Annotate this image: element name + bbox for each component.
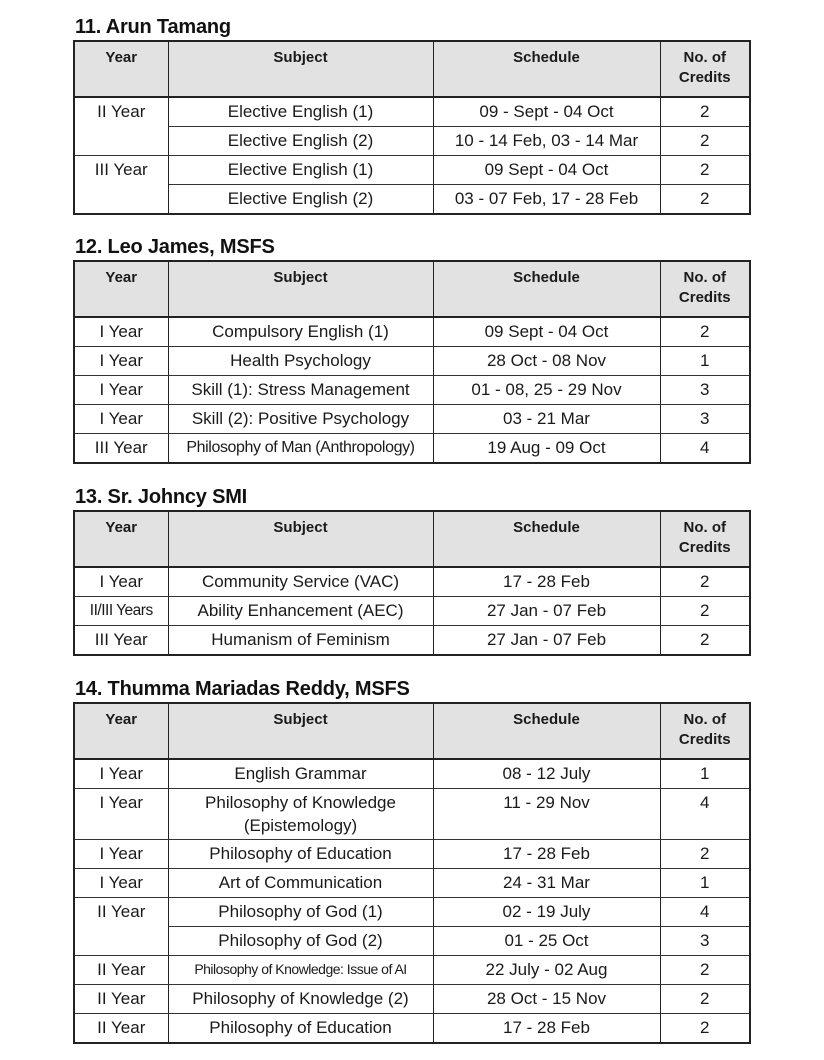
table-row xyxy=(74,97,750,127)
table-row xyxy=(74,127,750,156)
header-year: Year xyxy=(74,511,168,567)
cell-credits: 2 xyxy=(660,840,750,869)
header-year: Year xyxy=(74,261,168,317)
cell-credits: 2 xyxy=(660,1014,750,1044)
header-year: Year xyxy=(74,703,168,759)
cell-subject: English Grammar xyxy=(168,759,433,789)
cell-schedule: 03 - 21 Mar xyxy=(433,405,660,434)
cell-credits: 3 xyxy=(660,376,750,405)
header-schedule: Schedule xyxy=(433,261,660,317)
schedule-table xyxy=(73,40,751,215)
header-credits xyxy=(660,41,750,97)
table-row xyxy=(74,567,750,597)
cell-credits: 2 xyxy=(660,185,750,215)
cell-credits: 4 xyxy=(660,789,750,840)
cell-year: II Year xyxy=(74,898,168,956)
cell-year: I Year xyxy=(74,840,168,869)
cell-schedule: 17 - 28 Feb xyxy=(433,1014,660,1044)
table-header-row xyxy=(74,511,750,567)
header-subject: Subject xyxy=(168,703,433,759)
cell-year: I Year xyxy=(74,869,168,898)
header-credits-line2: Credits xyxy=(678,539,731,556)
cell-schedule: 01 - 25 Oct xyxy=(433,927,660,956)
table-row xyxy=(74,626,750,656)
header-credits-line2: Credits xyxy=(678,69,731,86)
header-schedule: Schedule xyxy=(433,41,660,97)
section-title: 12. Leo James, MSFS xyxy=(75,236,275,258)
header-credits-line1: No. of xyxy=(683,711,726,728)
table-row xyxy=(74,985,750,1014)
cell-schedule: 08 - 12 July xyxy=(433,759,660,789)
cell-credits: 4 xyxy=(660,898,750,927)
cell-credits: 3 xyxy=(660,927,750,956)
table-header-row xyxy=(74,261,750,317)
cell-year: III Year xyxy=(74,434,168,464)
cell-credits: 2 xyxy=(660,956,750,985)
faculty-section-11 xyxy=(73,16,749,215)
header-year: Year xyxy=(74,41,168,97)
schedule-table xyxy=(73,702,751,1044)
cell-credits: 2 xyxy=(660,567,750,597)
header-credits-line1: No. of xyxy=(683,49,726,66)
cell-credits: 2 xyxy=(660,985,750,1014)
table-row xyxy=(74,597,750,626)
cell-schedule: 10 - 14 Feb, 03 - 14 Mar xyxy=(433,127,660,156)
cell-year: I Year xyxy=(74,317,168,347)
cell-schedule: 27 Jan - 07 Feb xyxy=(433,626,660,656)
cell-credits: 2 xyxy=(660,626,750,656)
cell-schedule: 01 - 08, 25 - 29 Nov xyxy=(433,376,660,405)
header-credits xyxy=(660,703,750,759)
table-row xyxy=(74,898,750,927)
table-row xyxy=(74,347,750,376)
cell-year: I Year xyxy=(74,376,168,405)
cell-year: III Year xyxy=(74,156,168,215)
table-header-row xyxy=(74,703,750,759)
table-row xyxy=(74,185,750,215)
cell-credits: 2 xyxy=(660,127,750,156)
table-row xyxy=(74,434,750,464)
cell-credits: 2 xyxy=(660,97,750,127)
header-subject: Subject xyxy=(168,261,433,317)
table-row xyxy=(74,317,750,347)
cell-credits: 4 xyxy=(660,434,750,464)
cell-schedule: 19 Aug - 09 Oct xyxy=(433,434,660,464)
cell-credits: 1 xyxy=(660,347,750,376)
cell-subject: Skill (2): Positive Psychology xyxy=(168,405,433,434)
cell-subject: Philosophy of God (2) xyxy=(168,927,433,956)
header-schedule: Schedule xyxy=(433,511,660,567)
cell-credits: 2 xyxy=(660,597,750,626)
cell-schedule: 09 Sept - 04 Oct xyxy=(433,156,660,185)
cell-subject: Compulsory English (1) xyxy=(168,317,433,347)
table-row xyxy=(74,759,750,789)
table-row xyxy=(74,956,750,985)
section-title: 13. Sr. Johncy SMI xyxy=(75,486,248,508)
cell-subject: Art of Communication xyxy=(168,869,433,898)
cell-subject: Elective English (1) xyxy=(168,97,433,127)
cell-year: I Year xyxy=(74,759,168,789)
table-header-row xyxy=(74,41,750,97)
cell-year: I Year xyxy=(74,789,168,840)
section-title: 14. Thumma Mariadas Reddy, MSFS xyxy=(75,678,410,700)
cell-subject: Community Service (VAC) xyxy=(168,567,433,597)
cell-subject: Skill (1): Stress Management xyxy=(168,376,433,405)
header-subject: Subject xyxy=(168,41,433,97)
table-row xyxy=(74,156,750,185)
cell-schedule: 28 Oct - 08 Nov xyxy=(433,347,660,376)
header-credits xyxy=(660,511,750,567)
cell-credits: 2 xyxy=(660,317,750,347)
table-row xyxy=(74,376,750,405)
cell-subject: Philosophy of Knowledge (2) xyxy=(168,985,433,1014)
table-row xyxy=(74,840,750,869)
faculty-section-12 xyxy=(73,236,749,464)
cell-credits: 2 xyxy=(660,156,750,185)
table-row xyxy=(74,927,750,956)
cell-subject: Philosophy of Education xyxy=(168,1014,433,1044)
cell-subject: Elective English (2) xyxy=(168,185,433,215)
cell-schedule: 09 Sept - 04 Oct xyxy=(433,317,660,347)
cell-schedule: 02 - 19 July xyxy=(433,898,660,927)
table-row xyxy=(74,789,750,840)
cell-year: I Year xyxy=(74,567,168,597)
header-credits-line1: No. of xyxy=(683,269,726,286)
cell-year: II Year xyxy=(74,97,168,156)
cell-year: III Year xyxy=(74,626,168,656)
header-credits xyxy=(660,261,750,317)
cell-schedule: 24 - 31 Mar xyxy=(433,869,660,898)
cell-year: II/III Years xyxy=(74,597,168,626)
cell-schedule: 22 July - 02 Aug xyxy=(433,956,660,985)
cell-schedule: 09 - Sept - 04 Oct xyxy=(433,97,660,127)
table-row xyxy=(74,869,750,898)
cell-subject: Philosophy of God (1) xyxy=(168,898,433,927)
cell-subject: Health Psychology xyxy=(168,347,433,376)
cell-year: II Year xyxy=(74,1014,168,1044)
cell-schedule: 28 Oct - 15 Nov xyxy=(433,985,660,1014)
schedule-table xyxy=(73,260,751,464)
header-schedule: Schedule xyxy=(433,703,660,759)
cell-subject: Philosophy of Education xyxy=(168,840,433,869)
cell-subject: Philosophy of Man (Anthropology) xyxy=(168,434,433,464)
cell-subject: Humanism of Feminism xyxy=(168,626,433,656)
table-row xyxy=(74,405,750,434)
cell-subject: Philosophy of Knowledge: Issue of AI xyxy=(168,956,433,985)
cell-year: II Year xyxy=(74,956,168,985)
schedule-table xyxy=(73,510,751,656)
cell-schedule: 03 - 07 Feb, 17 - 28 Feb xyxy=(433,185,660,215)
header-credits-line2: Credits xyxy=(678,289,731,306)
faculty-section-14 xyxy=(73,678,749,1044)
section-title: 11. Arun Tamang xyxy=(75,16,231,38)
cell-subject: Elective English (1) xyxy=(168,156,433,185)
cell-year: I Year xyxy=(74,405,168,434)
cell-schedule: 17 - 28 Feb xyxy=(433,567,660,597)
header-subject: Subject xyxy=(168,511,433,567)
cell-subject: Ability Enhancement (AEC) xyxy=(168,597,433,626)
cell-schedule: 11 - 29 Nov xyxy=(433,789,660,840)
cell-schedule: 27 Jan - 07 Feb xyxy=(433,597,660,626)
cell-credits: 3 xyxy=(660,405,750,434)
cell-credits: 1 xyxy=(660,759,750,789)
header-credits-line1: No. of xyxy=(683,519,726,536)
cell-subject: Philosophy of Knowledge (Epistemology) xyxy=(168,789,433,840)
header-credits-line2: Credits xyxy=(678,731,731,748)
cell-year: II Year xyxy=(74,985,168,1014)
cell-year: I Year xyxy=(74,347,168,376)
table-row xyxy=(74,1014,750,1044)
faculty-section-13 xyxy=(73,486,749,656)
cell-subject: Elective English (2) xyxy=(168,127,433,156)
cell-schedule: 17 - 28 Feb xyxy=(433,840,660,869)
cell-credits: 1 xyxy=(660,869,750,898)
